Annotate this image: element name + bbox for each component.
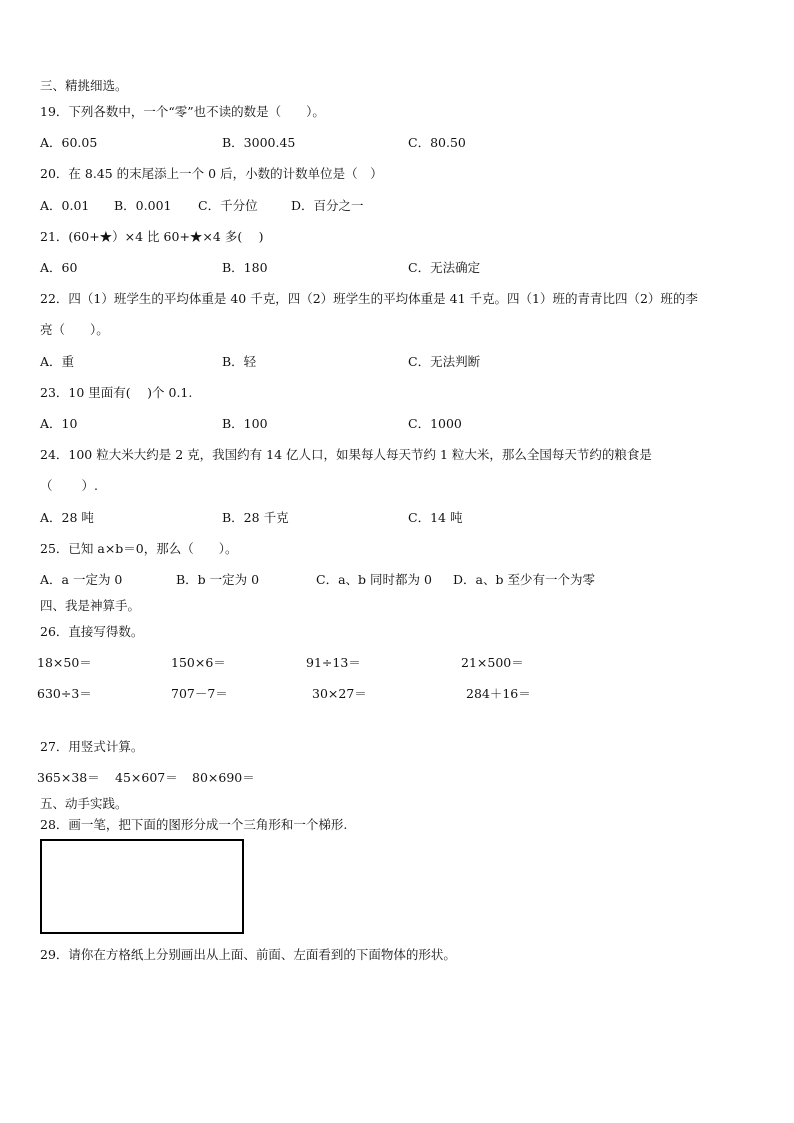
q21-stem: 21．(60+★）×4 比 60+★×4 多( ) (40, 229, 264, 244)
q27-item: 80×690＝ (192, 770, 255, 785)
q26-item: 707－7＝ (171, 686, 228, 701)
q29-stem: 29．请你在方格纸上分别画出从上面、前面、左面看到的下面物体的形状。 (40, 947, 456, 962)
section-5-title: 五、动手实践。 (40, 796, 128, 811)
section-4-title: 四、我是神算手。 (40, 598, 141, 613)
q27-stem: 27．用竖式计算。 (40, 739, 144, 754)
q24-option-a: A．28 吨 (40, 510, 94, 525)
q20-option-c: C．千分位 (198, 198, 258, 213)
q23-option-a: A．10 (40, 416, 78, 431)
q24-stem-line1: 24．100 粒大米大约是 2 克，我国约有 14 亿人口，如果每人每天节约 1 粒大米，那么全国每天节约的粮食是 (40, 447, 652, 462)
q20-stem: 20．在 8.45 的末尾添上一个 0 后，小数的计数单位是（ ） (40, 166, 383, 181)
q27-item: 365×38＝ (37, 770, 100, 785)
q22-stem-line1: 22．四（1）班学生的平均体重是 40 千克，四（2）班学生的平均体重是 41 千克。四（1）班的青青比四（2）班的李 (40, 291, 698, 306)
q19-option-a: A．60.05 (40, 135, 98, 150)
q23-option-c: C．1000 (408, 416, 462, 431)
q22-option-b: B．轻 (222, 354, 257, 369)
q20-option-d: D．百分之一 (291, 198, 364, 213)
q26-item: 18×50＝ (37, 655, 92, 670)
q23-stem: 23．10 里面有( )个 0.1. (40, 385, 193, 400)
q24-stem-line2: （ ）. (40, 478, 98, 493)
rectangle-figure (40, 839, 244, 934)
q26-item: 630÷3＝ (37, 686, 92, 701)
q19-option-b: B．3000.45 (222, 135, 296, 150)
q22-option-c: C．无法判断 (408, 354, 481, 369)
q21-option-a: A．60 (40, 260, 78, 275)
q26-stem: 26．直接写得数。 (40, 624, 144, 639)
q20-option-a: A．0.01 (40, 198, 90, 213)
q26-item: 150×6＝ (171, 655, 226, 670)
q24-option-b: B．28 千克 (222, 510, 289, 525)
q23-option-b: B．100 (222, 416, 268, 431)
q19-stem: 19．下列各数中，一个“零”也不读的数是（ ）。 (40, 104, 325, 119)
q25-option-c: C．a、b 同时都为 0 (316, 572, 432, 587)
q22-stem-line2: 亮（ ）。 (40, 322, 109, 337)
q27-item: 45×607＝ (115, 770, 178, 785)
q25-option-a: A．a 一定为 0 (40, 572, 123, 587)
q25-option-d: D．a、b 至少有一个为零 (453, 572, 595, 587)
q21-option-c: C．无法确定 (408, 260, 481, 275)
q28-stem: 28．画一笔，把下面的图形分成一个三角形和一个梯形. (40, 817, 348, 832)
q26-item: 30×27＝ (312, 686, 367, 701)
q21-option-b: B．180 (222, 260, 268, 275)
q25-stem: 25．已知 a×b＝0，那么（ ）。 (40, 541, 238, 556)
section-3-title: 三、精挑细选。 (40, 78, 128, 93)
q20-option-b: B．0.001 (114, 198, 172, 213)
q25-option-b: B．b 一定为 0 (176, 572, 260, 587)
q26-item: 21×500＝ (461, 655, 524, 670)
q19-option-c: C．80.50 (408, 135, 466, 150)
q26-item: 91÷13＝ (306, 655, 361, 670)
q26-item: 284＋16＝ (466, 686, 531, 701)
q22-option-a: A．重 (40, 354, 75, 369)
q24-option-c: C．14 吨 (408, 510, 463, 525)
